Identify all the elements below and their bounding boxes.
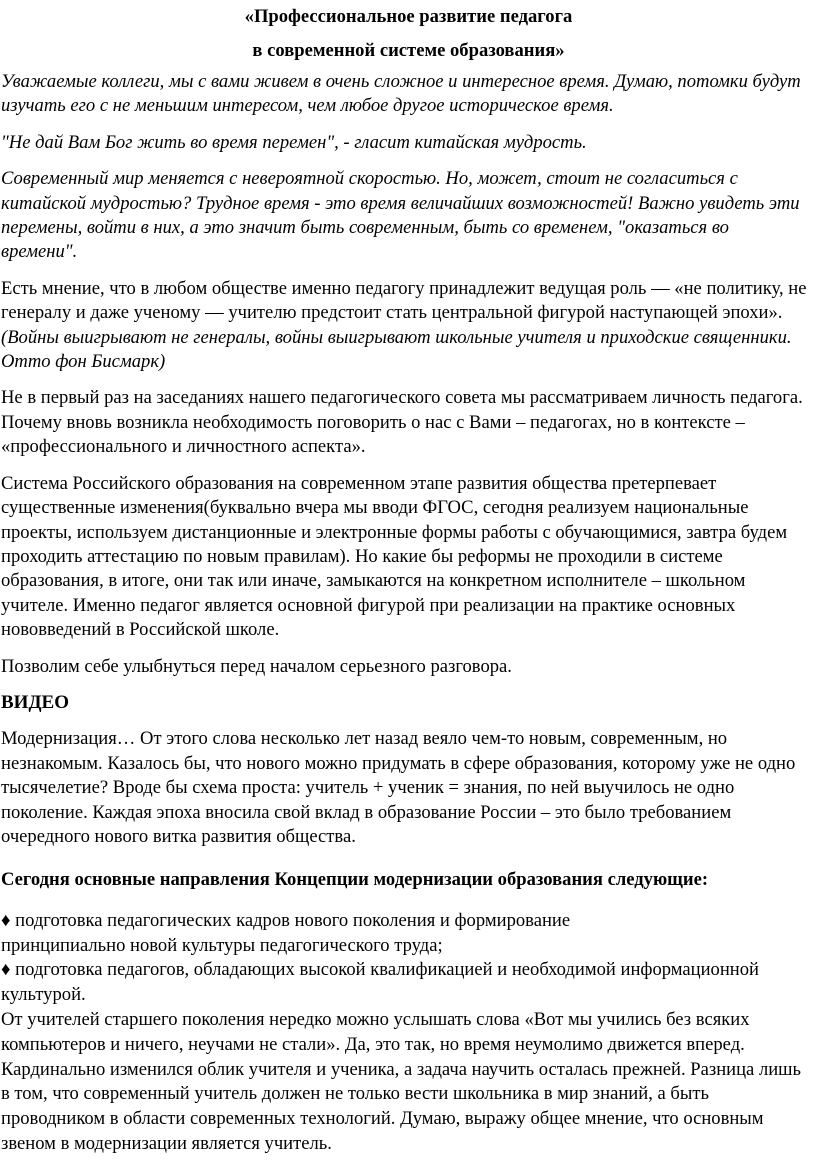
title-line: «Профессиональное развитие педагога [244, 6, 573, 27]
text-line: времени". [1, 241, 78, 263]
paragraph-modernization [1, 727, 816, 849]
text-line: Почему вновь возникла необходимость поговорить о нас с Вами – педагогах, но в контексте – [1, 411, 745, 433]
text-line: культурой. [1, 984, 86, 1006]
text-line: Позволим себе улыбнуться перед началом серьезного разговора. [1, 655, 512, 677]
text-line: существенные изменения(буквально вчера мы вводи ФГОС, сегодня реализуем национальные [1, 497, 749, 519]
paragraph-directions [1, 909, 816, 1157]
paragraph-opinion [1, 277, 816, 375]
text-line: нововведений в Российской школе. [1, 619, 280, 641]
document-title [1, 0, 816, 68]
text-line: перемены, войти в них, а это значит быть современным, быть со временем, "оказаться во [1, 217, 729, 239]
text-line: "Не дай Вам Бог жить во время перемен", - гласит китайская мудрость. [1, 131, 587, 153]
text-line: Современный мир меняется с невероятной скоростью. Но, может, стоит не согласиться с [1, 168, 738, 190]
text-line: проходить аттестацию по новым правилам). Но какие бы реформы не проходили в системе [1, 545, 723, 567]
text-line: поколение. Каждая эпоха вносила свой вклад в образование России – это было требованием [1, 801, 732, 823]
text-line: Уважаемые коллеги, мы с вами живем в очень сложное и интересное время. Думаю, потомки будут [1, 71, 801, 92]
text-line: (Войны выигрывают не генералы, войны выигрывают школьные учителя и приходские священники. [1, 326, 792, 348]
text-line: «профессионального и личностного аспекта». [1, 436, 366, 458]
video-heading: ВИДЕО [1, 691, 69, 713]
paragraph-chinese-wisdom [1, 131, 816, 155]
bismarck-quote [1, 326, 816, 375]
text-line: незнакомым. Казалось бы, что нового можно придумать в сфере образования, которому уже не одно [1, 752, 796, 774]
text-line: изучать его с не меньшим интересом, чем любое другое историческое время. [1, 95, 614, 117]
text-line: Отто фон Бисмарк) [1, 351, 166, 373]
text-line: проекты, используем дистанционные и электронные формы работы с обучающимися, завтра будем [1, 521, 788, 543]
paragraph-modern-world [1, 167, 816, 265]
text-line: проводником в области современных технологий. Думаю, выражу общее мнение, что основным [1, 1108, 764, 1130]
text-line: звеном в модернизации является учитель. [1, 1132, 332, 1154]
text-line: Есть мнение, что в любом обществе именно педагогу принадлежит ведущая роль — «не политику, не [1, 277, 807, 299]
text-line: ♦ подготовка педагогов, обладающих высокой квалификацией и необходимой информационной [1, 959, 759, 981]
text-line: принципиально новой культуры педагогического труда; [1, 934, 443, 956]
text-line: китайской мудростью? Трудное время - это время величайших возможностей! Важно увидеть эти [1, 192, 800, 214]
text-line: Модернизация… От этого слова несколько лет назад веяло чем-то новым, современным, но [1, 728, 728, 750]
text-line: учителе. Именно педагог является основной фигурой при реализации на практике основных [1, 594, 736, 616]
title-line: в современной системе образования» [252, 40, 565, 61]
text-line: очередного нового витка развития общества. [1, 825, 356, 847]
text-line: генералу и даже ученому — учителю предстоит стать центральной фигурой наступающей эпохи». [1, 302, 783, 324]
text-line: тысячелетие? Вроде бы схема проста: учитель + ученик = знания, по ней выучилось не одно [1, 777, 735, 799]
text-line: От учителей старшего поколения нередко можно услышать слова «Вот мы учились без всяких [1, 1008, 750, 1030]
text-line: образования, в итоге, они так или иначе, замыкаются на конкретном исполнителе – школьном [1, 570, 746, 592]
text-line: ♦ подготовка педагогических кадров нового поколения и формирование [1, 909, 571, 931]
text-line: Система Российского образования на современном этапе развития общества претерпевает [1, 472, 717, 494]
text-line: компьютеров и ничего, неучами не стали». Да, это так, но время неумолимо движется вперед. [1, 1033, 745, 1055]
paragraph-smile [1, 655, 816, 679]
text-line: Не в первый раз на заседаниях нашего педагогического совета мы рассматриваем личность педагога. [1, 387, 803, 409]
paragraph-pedagogical-council [1, 386, 816, 459]
text-line: Кардинально изменился облик учителя и ученика, а задача научить осталась прежней. Разница лишь [1, 1058, 801, 1080]
concept-heading: Сегодня основные направления Концепции модернизации образования следующие: [1, 869, 709, 891]
paragraph-education-system [1, 472, 816, 643]
text-line: в том, что современный учитель должен не только вести школьника в мир знаний, а быть [1, 1083, 709, 1105]
opinion-text [1, 277, 816, 326]
paragraph-greeting [1, 70, 816, 119]
